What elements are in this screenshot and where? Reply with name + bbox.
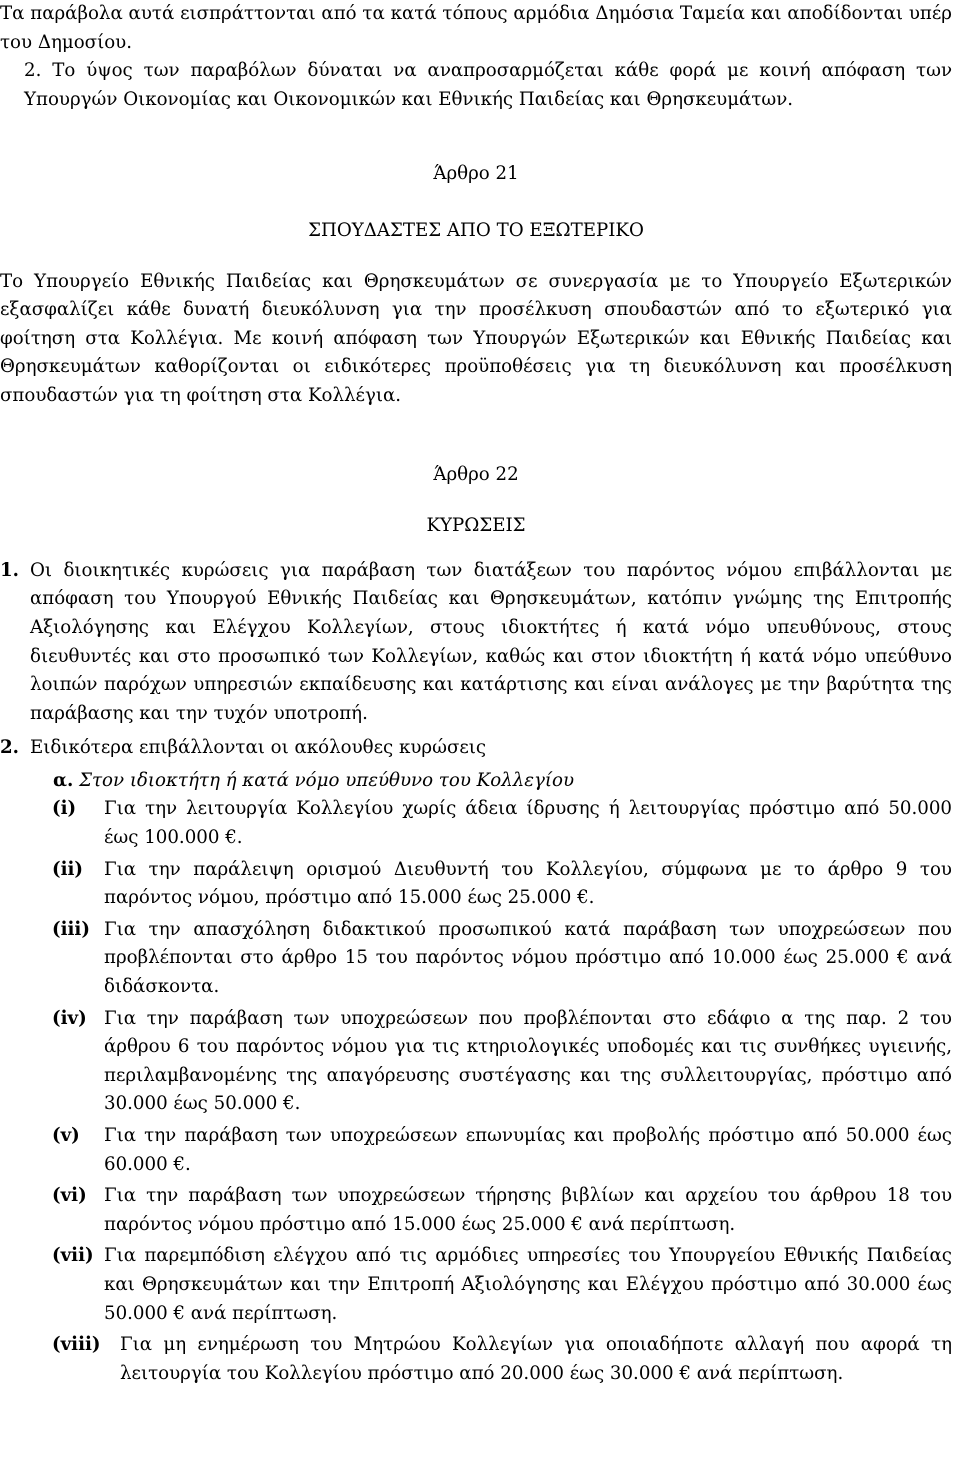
penalty-list — [0, 795, 952, 1388]
item-text: Για την παράβαση των υποχρεώσεων που προβλέπονται στο εδάφιο α της παρ. 2 του άρθρου 6 του παρόντος νόμου για τις κτηριολογικές υποδομές και τις συνθήκες υγιεινής, περιλαμβανομένης της απαγόρευσης συστέγασης και της συλλειτουργίας, πρόστιμο από 30.000 έως 50.000 €. — [104, 1007, 952, 1115]
paragraph-1 — [0, 557, 952, 729]
paragraph-text: Ειδικότερα επιβάλλονται οι ακόλουθες κυρώσεις — [30, 737, 487, 759]
paragraph-text: Οι διοικητικές κυρώσεις για παράβαση των διατάξεων του παρόντος νόμου επιβάλλονται με απόφαση του Υπουργού Εθνικής Παιδείας και Θρησκευμάτων, κατόπιν γνώμης της Επιτροπής Αξιολόγησης και Ελέγχου Κολλεγίων, στους ιδιοκτήτες ή κατά νόμο υπευθύνους, στους διευθυντές και στο προσωπικό των Κολλεγίων, καθώς και στον ιδιοκτήτη ή κατά νόμο υπεύθυνο λοιπών παρόχων υπηρεσιών εκπαίδευσης και κατάρτισης και είναι ανάλογες με την βαρύτητα της παράβασης και την τυχόν υποτροπή. — [30, 559, 952, 724]
item-text: Για την λειτουργία Κολλεγίου χωρίς άδεια ίδρυσης ή λειτουργίας πρόστιμο από 50.000 έως 100.000 €. — [104, 798, 952, 849]
item-label: (iii) — [52, 918, 90, 940]
item-text: Για την παράβαση των υποχρεώσεων επωνυμίας και προβολής πρόστιμο από 50.000 έως 60.000 €. — [104, 1125, 952, 1175]
subsection-a — [53, 767, 952, 796]
article-21-title: ΣΠΟΥΔΑΣΤΕΣ ΑΠΟ ΤΟ ΕΞΩΤΕΡΙΚΟ — [308, 219, 644, 241]
penalty-item — [52, 1331, 952, 1388]
penalty-item — [52, 1182, 952, 1239]
subsection-description: Στον ιδιοκτήτη ή κατά νόμο υπεύθυνο του Κολλεγίου — [79, 769, 575, 791]
item-label: (vi) — [52, 1185, 87, 1207]
paragraph-number: 2. — [0, 737, 19, 759]
penalty-item — [52, 795, 952, 852]
paragraph-number: 1. — [0, 559, 19, 581]
item-text: Για την παράλειψη ορισμού Διευθυντή του Κολλεγίου, σύμφωνα με το άρθρο 9 του παρόντος νόμου, πρόστιμο από 15.000 έως 25.000 €. — [104, 858, 952, 909]
penalty-item — [52, 856, 952, 913]
item-label: (i) — [52, 798, 77, 820]
item-label: (viii) — [52, 1334, 101, 1356]
item-text: Για παρεμπόδιση ελέγχου από τις αρμόδιες υπηρεσίες του Υπουργείου Εθνικής Παιδείας και Θρησκευμάτων και την Επιτροπή Αξιολόγησης και Ελέγχου πρόστιμο από 30.000 έως 50.000 € ανά περίπτωση. — [104, 1245, 952, 1324]
item-text: Για την παράβαση των υποχρεώσεων τήρησης βιβλίων και αρχείου του άρθρου 18 του παρόντος νόμου πρόστιμο από 15.000 έως 25.000 € ανά περίπτωση. — [104, 1185, 952, 1235]
article-21-body: Το Υπουργείο Εθνικής Παιδείας και Θρησκευμάτων σε συνεργασία με το Υπουργείο Εξωτερικών εξασφαλίζει κάθε δυνατή διευκόλυνση για την προσέλκυση σπουδαστών από το εξωτερικό για φοίτηση στα Κολλέγια. Με κοινή απόφαση των Υπουργών Εξωτερικών και Εθνικής Παιδείας και Θρησκευμάτων καθορίζονται οι ειδικότερες προϋποθέσεις για τη διευκόλυνση και προσέλκυση σπουδαστών για τη φοίτηση στα Κολλέγια. — [0, 270, 952, 406]
item-label: (iv) — [52, 1007, 87, 1029]
penalty-item — [52, 1122, 952, 1179]
item-text: Για μη ενημέρωση του Μητρώου Κολλεγίων για οποιαδήποτε αλλαγή που αφορά τη λειτουργία του Κολλεγίου πρόστιμο από 20.000 έως 30.000 € ανά περίπτωση. — [120, 1334, 952, 1384]
subsection-label: α. — [53, 769, 74, 791]
article-22-title: ΚΥΡΩΣΕΙΣ — [426, 515, 526, 537]
item-label: (vii) — [52, 1245, 94, 1267]
article-22-heading: Άρθρο 22 — [433, 463, 519, 485]
article-21-heading: Άρθρο 21 — [433, 163, 519, 185]
item-text: Για την απασχόληση διδακτικού προσωπικού κατά παράβαση των υποχρεώσεων που προβλέπονται στο άρθρο 15 του παρόντος νόμου πρόστιμο από 10.000 έως 25.000 € ανά διδάσκοντα. — [104, 918, 952, 998]
penalty-item — [52, 1005, 952, 1119]
item-label: (ii) — [52, 858, 84, 880]
intro-paragraph-2: 2. Το ύψος των παραβόλων δύναται να αναπροσαρμόζεται κάθε φορά με κοινή απόφαση των Υπουργών Οικονομίας και Οικονομικών και Εθνικής Παιδείας και Θρησκευμάτων. — [24, 60, 952, 110]
paragraph-2 — [0, 734, 952, 763]
intro-paragraph: Τα παράβολα αυτά εισπράττονται από τα κατά τόπους αρμόδια Δημόσια Ταμεία και αποδίδονται υπέρ του Δημοσίου. — [0, 3, 952, 53]
item-label: (v) — [52, 1125, 80, 1146]
penalty-item — [52, 1242, 952, 1328]
penalty-item — [52, 916, 952, 1002]
